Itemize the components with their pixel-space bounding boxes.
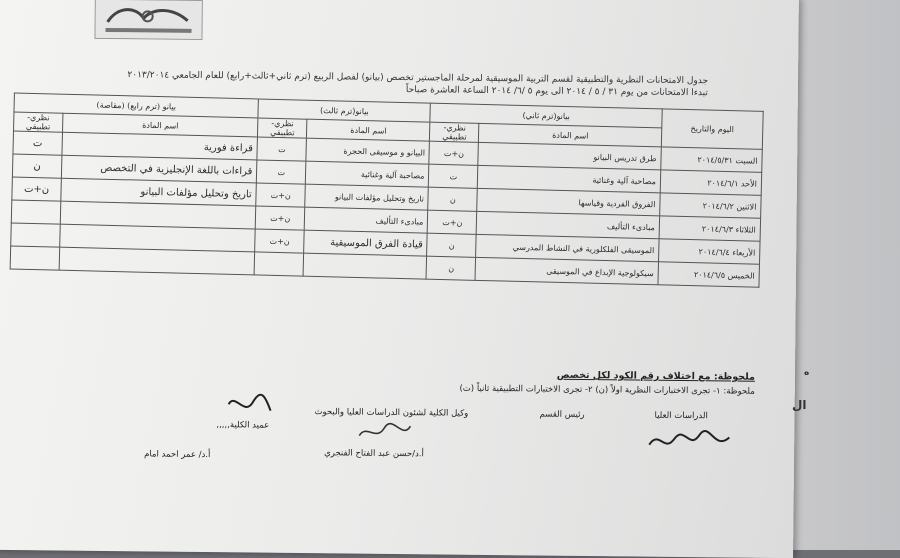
group-header-term3: بيانو(ترم ثالث) [258,99,431,122]
subject-cell: مصاحبة آلية وغنائية [478,165,661,192]
signature-vice-dean: وكيل الكلية لشئون الدراسات العليا والبحوث [314,407,469,419]
subject-cell: قيادة الفرق الموسيقية [304,230,428,256]
day-column-header: اليوم والتاريخ [661,109,763,149]
university-logo [94,0,202,40]
note-code: ملحوظة: مع اختلاف رقم الكود لكل تخصص [556,369,755,383]
subject-cell: مصاحبة آلية وغنائية [306,161,430,187]
day-cell: الأحد ٢٠١٤/٦/١ [660,170,762,195]
type-cell: ن+ت [428,210,478,234]
type-cell: ن [426,256,476,280]
type-cell: ت [13,131,63,155]
subject-cell: مبادىء التأليف [477,211,660,238]
group-header-term4: بيانو (ترم رابع) (مقاصة) [14,93,259,118]
title-line-1: جدول الامتحانات النظرية والتطبيقية لقسم التربية الموسيقية لمرحلة الماجستير تخصص (بيانو) لفصل الربيع (ترم ثاني+ثالث+رابع) للعام الجامعي ٢٠١٣/٢٠١٤ [127,70,709,87]
type-cell [10,246,60,270]
subject-cell: تاريخ وتحليل مؤلفات البيانو [305,184,429,210]
type-cell: ن+ت [256,183,306,207]
day-cell: السبت ٢٠١٤/٥/٣١ [661,147,763,172]
handwritten-signature [224,390,274,419]
type-cell: ن [428,187,478,211]
subject-cell: الموسيقى الفلكلورية في النشاط المدرسي [476,234,659,261]
type-cell: ت [429,164,479,188]
signature-head: رئيس القسم [539,409,585,420]
subject-cell [303,253,427,279]
document-title [68,69,708,100]
notes-section [65,363,755,400]
type-cell: ن+ت [255,206,305,230]
exam-schedule-table [10,93,764,288]
day-cell: الأربعاء ٢٠١٤/٦/٤ [659,239,761,264]
type-cell: ن+ت [429,141,479,165]
subject-cell [59,247,255,275]
type-cell [11,223,61,247]
day-cell: الاثنين ٢٠١٤/٦/٢ [660,193,762,218]
type-cell: ن [427,233,477,257]
title-line-2: تبدءا الامتحانات من يوم ٣١ / ٥ / ٢٠١٤ الى يوم ٥ /٦/ ٢٠١٤ الساعة العاشرة صباحاً [405,85,708,99]
type-cell [254,252,304,276]
type-cell: ن+ت [12,177,62,201]
signature-vice-dean-name: أ.د/حسن عبد الفتاح الفنجري [324,448,424,460]
subject-cell: سيكولوجية الإبداع في الموسيقى [475,257,658,284]
type-cell: ن+ت [255,229,305,253]
subject-header: اسم المادة [62,113,258,137]
subject-cell: الفروق الفردية وقياسها [477,188,660,215]
subject-header: اسم المادة [479,123,662,146]
subject-cell: البيانو و موسيقى الحجرة [306,138,430,164]
side-letter: ه [804,368,810,378]
signature-dean: عميد الكلية,,,,, [216,420,270,431]
type-cell [11,200,61,224]
group-header-term2: بيانو(ترم ثاني) [430,103,662,128]
subject-cell: طرق تدريس البيانو [478,142,661,169]
signature-studies: الدراسات العليا [654,410,708,422]
day-cell: الخميس ٢٠١٤/٦/٥ [658,262,760,287]
signature-dean-name: أ.د/ عمر احمد امام [144,449,211,461]
subject-cell: قراءة فورية [62,132,258,160]
subject-cell: قراءات باللغة الإنجليزية في التخصص [61,155,257,183]
subject-cell: مبادىء التأليف [304,207,428,233]
side-letter: ال [792,398,807,412]
type-header: نظري- تطبيقي [14,112,63,132]
type-header: نظري- تطبيقي [258,118,307,138]
handwritten-signature [354,418,414,447]
type-cell: ت [257,137,307,161]
note-order: ملحوظة: ١- تجرى الاختبارات النظرية اولاً (ن) ٢- تجرى الاختبارات التطبيقية ثانياً (ت) [459,383,755,397]
type-header: نظري- تطبيقي [430,122,479,142]
handwritten-signature [644,425,734,458]
type-cell: ن [12,154,62,178]
subject-cell: تاريخ وتحليل مؤلفات البيانو [61,178,257,206]
type-cell: ت [257,160,307,184]
day-cell: الثلاثاء ٢٠١٤/٦/٣ [659,216,761,241]
subject-header: اسم المادة [307,119,431,141]
